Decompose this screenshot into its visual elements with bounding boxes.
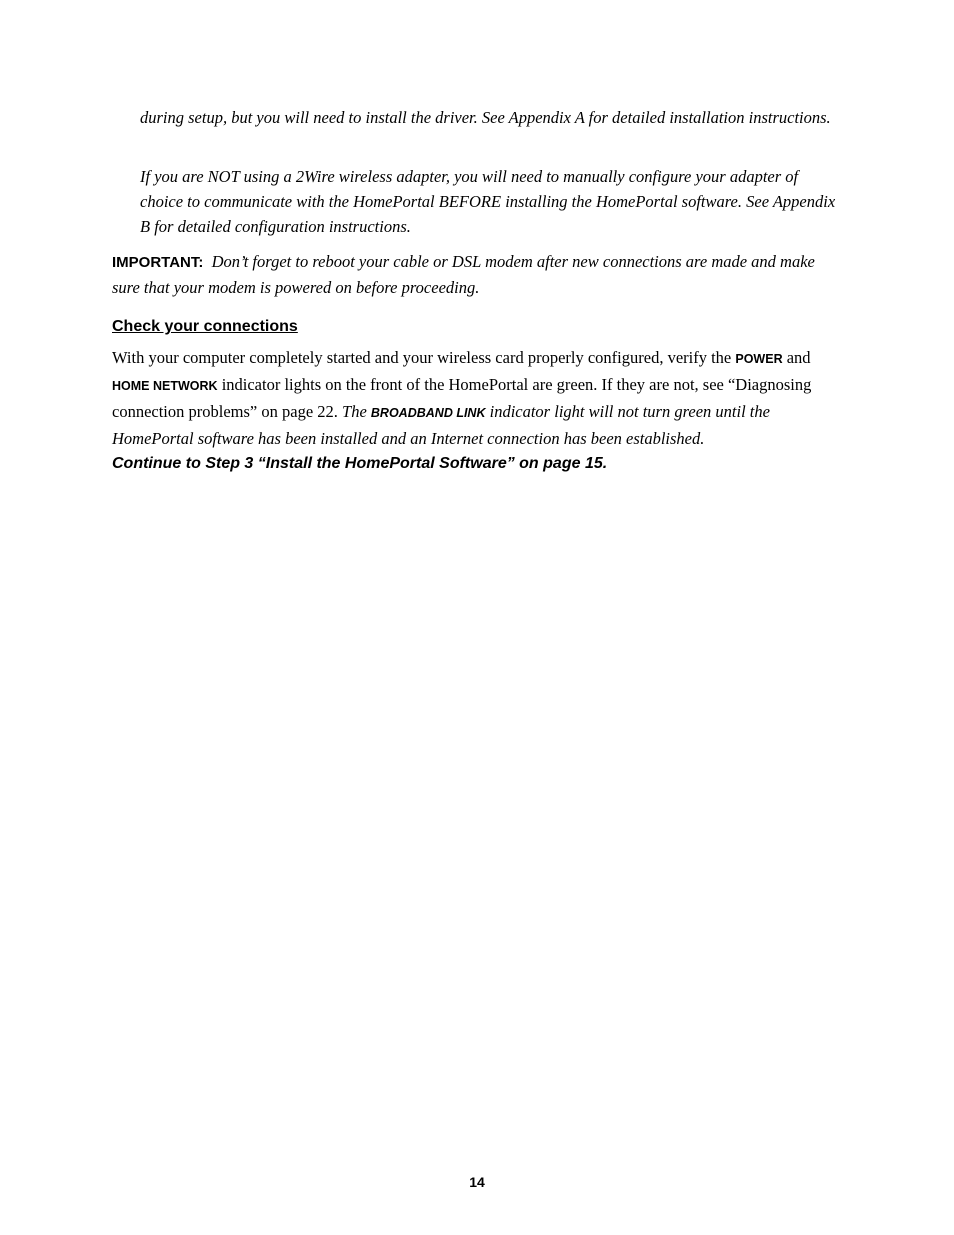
paragraph-not-2wire-adapter: If you are NOT using a 2Wire wireless adapter, you will need to manually configure your adapter of choice to communicate with the HomePortal BEFORE installing the HomePortal software. See Appendix B for detailed configuration instructions.: [140, 167, 836, 236]
connections-italic-2: indicator light will not turn green until the HomePortal software has been installed and an Internet connection has been established.: [112, 402, 770, 448]
page-number: 14: [469, 1174, 485, 1190]
important-note: [112, 249, 842, 300]
home-network-light-label: HOME NETWORK: [112, 379, 218, 393]
paragraph-check-connections: [112, 345, 842, 451]
paragraph-setup-driver: during setup, but you will need to install the driver. See Appendix A for detailed installation instructions.: [140, 108, 831, 127]
connections-text-1: With your computer completely started and your wireless card properly configured, verify the: [112, 348, 736, 367]
power-light-label: POWER: [735, 352, 783, 366]
section-heading-check-connections: Check your connections: [112, 318, 298, 335]
connections-italic-1: The: [342, 402, 371, 421]
broadband-link-light-label: BROADBAND LINK: [370, 406, 486, 420]
connections-text-3: indicator lights on the front of the HomePortal are green. If they are not, see “Diagnosing connection problems” on page 22.: [112, 375, 812, 421]
important-label: IMPORTANT:: [112, 254, 204, 271]
continue-to-step-3: Continue to Step 3 “Install the HomePortal Software” on page 15.: [112, 455, 608, 472]
important-text: Don’t forget to reboot your cable or DSL modem after new connections are made and make sure that your modem is powered on before proceeding.: [112, 252, 815, 297]
connections-text-2: and: [782, 348, 811, 367]
